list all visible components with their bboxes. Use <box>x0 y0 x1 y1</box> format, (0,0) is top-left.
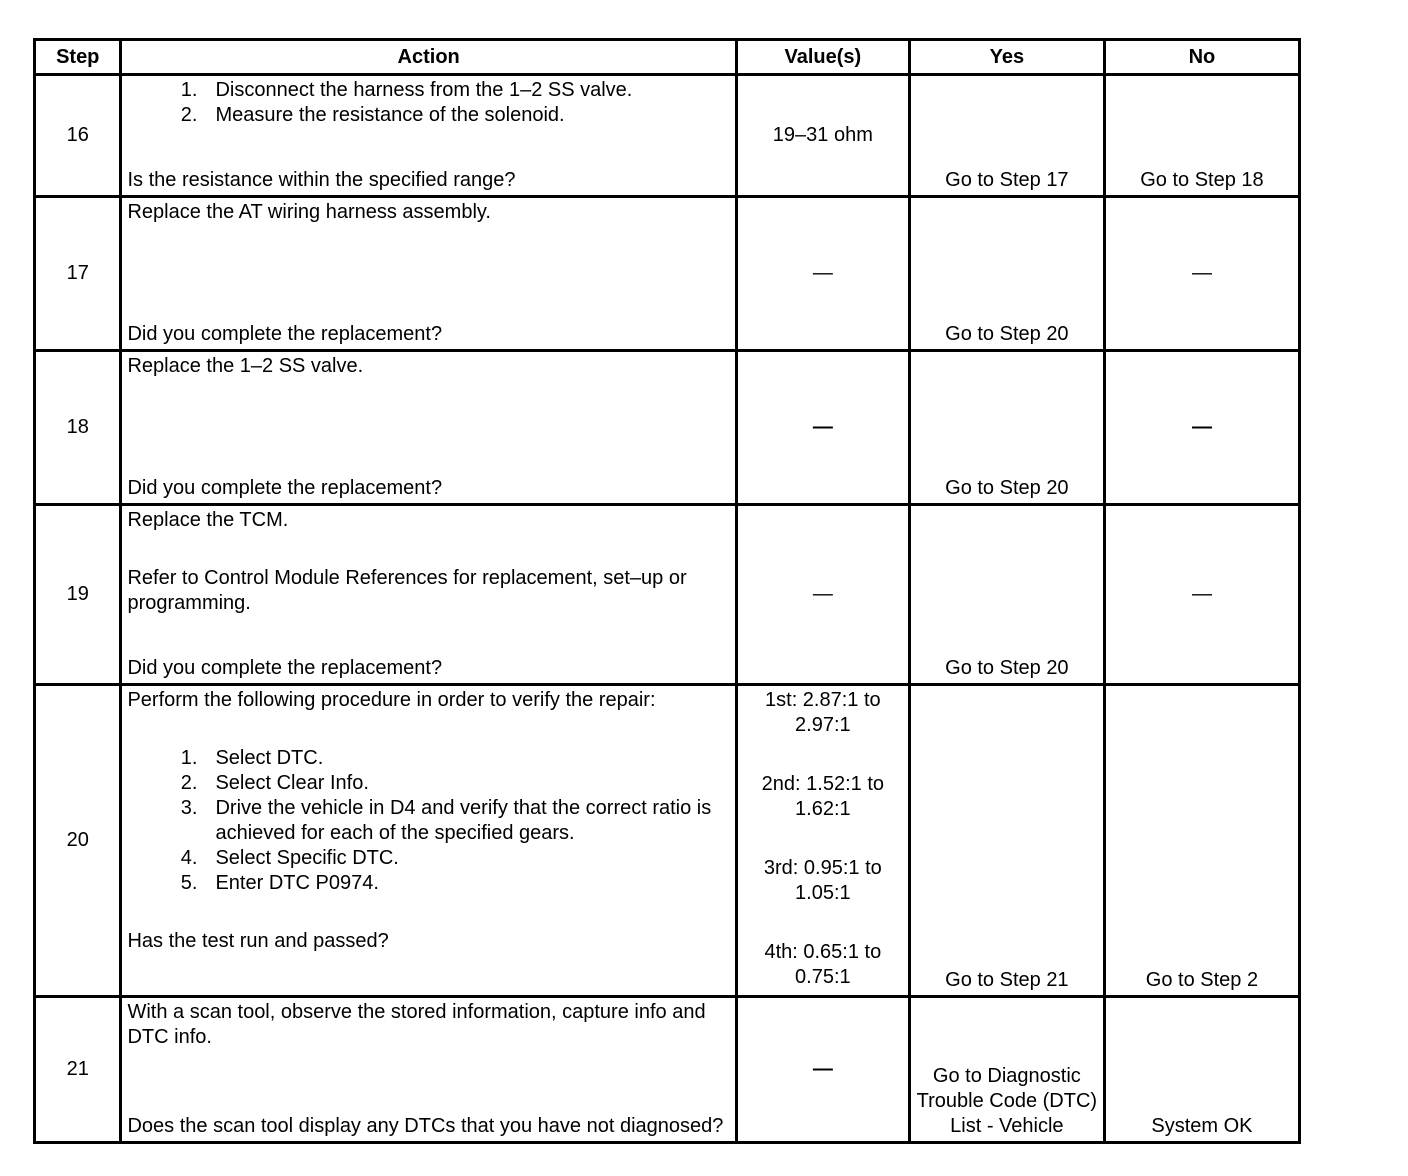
yes-cell: Go to Step 21 <box>909 685 1104 997</box>
action-cell <box>121 197 736 351</box>
question-text: Is the resistance within the specified range? <box>127 169 516 191</box>
action-cell <box>121 505 736 685</box>
table-row <box>35 997 1300 1143</box>
yes-cell: Go to Diagnostic Trouble Code (DTC) List - Vehicle <box>909 997 1104 1143</box>
gear-ratio-value: 1st: 2.87:1 to 2.97:1 <box>765 689 881 736</box>
diagnostic-table <box>33 38 1301 1144</box>
reference-note: Refer to Control Module References for replacement, set–up or programming. <box>127 567 687 614</box>
step-number: 21 <box>35 997 121 1143</box>
table-row <box>35 505 1300 685</box>
step-number: 16 <box>35 75 121 197</box>
step-number: 18 <box>35 351 121 505</box>
yes-cell: Go to Step 20 <box>909 197 1104 351</box>
gear-ratio-value: 2nd: 1.52:1 to 1.62:1 <box>761 773 884 820</box>
step-number: 19 <box>35 505 121 685</box>
action-cell <box>121 351 736 505</box>
table-row <box>35 685 1300 997</box>
list-item: 2. Select Clear Info. <box>180 772 369 794</box>
value-cell: — <box>736 197 909 351</box>
action-text: With a scan tool, observe the stored information, capture info and DTC info. <box>127 1001 706 1048</box>
header-row <box>35 40 1300 75</box>
header-yes: Yes <box>909 40 1104 75</box>
header-action: Action <box>121 40 736 75</box>
action-text: Replace the 1–2 SS valve. <box>127 355 364 377</box>
table-row <box>35 75 1300 197</box>
procedure-list <box>127 78 730 128</box>
list-item: 2. Measure the resistance of the solenoid. <box>180 104 565 126</box>
procedure-list <box>127 746 730 896</box>
action-text: Replace the AT wiring harness assembly. <box>127 201 491 223</box>
no-cell: — <box>1104 351 1299 505</box>
action-cell <box>121 685 736 997</box>
list-item: 4. Select Specific DTC. <box>180 847 399 869</box>
table-row <box>35 197 1300 351</box>
yes-cell: Go to Step 17 <box>909 75 1104 197</box>
action-text: Perform the following procedure in order to verify the repair: <box>127 689 656 711</box>
question-text: Did you complete the replacement? <box>127 477 443 499</box>
action-cell <box>121 997 736 1143</box>
no-cell: — <box>1104 505 1299 685</box>
list-item: 1. Disconnect the harness from the 1–2 SS valve. <box>180 79 633 101</box>
value-cell <box>736 685 909 997</box>
question-text: Does the scan tool display any DTCs that you have not diagnosed? <box>127 1115 724 1137</box>
list-item: 5. Enter DTC P0974. <box>180 872 379 894</box>
gear-ratio-value: 4th: 0.65:1 to 0.75:1 <box>764 941 882 988</box>
table-row <box>35 351 1300 505</box>
step-number: 20 <box>35 685 121 997</box>
value-cell: — <box>736 505 909 685</box>
no-cell: System OK <box>1104 997 1299 1143</box>
question-text: Has the test run and passed? <box>127 930 389 952</box>
step-number: 17 <box>35 197 121 351</box>
list-item: 1. Select DTC. <box>180 747 324 769</box>
question-text: Did you complete the replacement? <box>127 657 443 679</box>
question-text: Did you complete the replacement? <box>127 323 443 345</box>
gear-ratio-value: 3rd: 0.95:1 to 1.05:1 <box>763 857 882 904</box>
list-item: 3. Drive the vehicle in D4 and verify that the correct ratio is achieved for each of the specified gears. <box>180 797 712 844</box>
no-cell: Go to Step 18 <box>1104 75 1299 197</box>
action-cell <box>121 75 736 197</box>
no-cell: Go to Step 2 <box>1104 685 1299 997</box>
yes-cell: Go to Step 20 <box>909 351 1104 505</box>
value-cell: 19–31 ohm <box>736 75 909 197</box>
header-values: Value(s) <box>736 40 909 75</box>
header-no: No <box>1104 40 1299 75</box>
no-cell: — <box>1104 197 1299 351</box>
header-step: Step <box>35 40 121 75</box>
value-cell: — <box>736 997 909 1143</box>
value-cell: — <box>736 351 909 505</box>
action-text: Replace the TCM. <box>127 509 289 531</box>
yes-cell: Go to Step 20 <box>909 505 1104 685</box>
